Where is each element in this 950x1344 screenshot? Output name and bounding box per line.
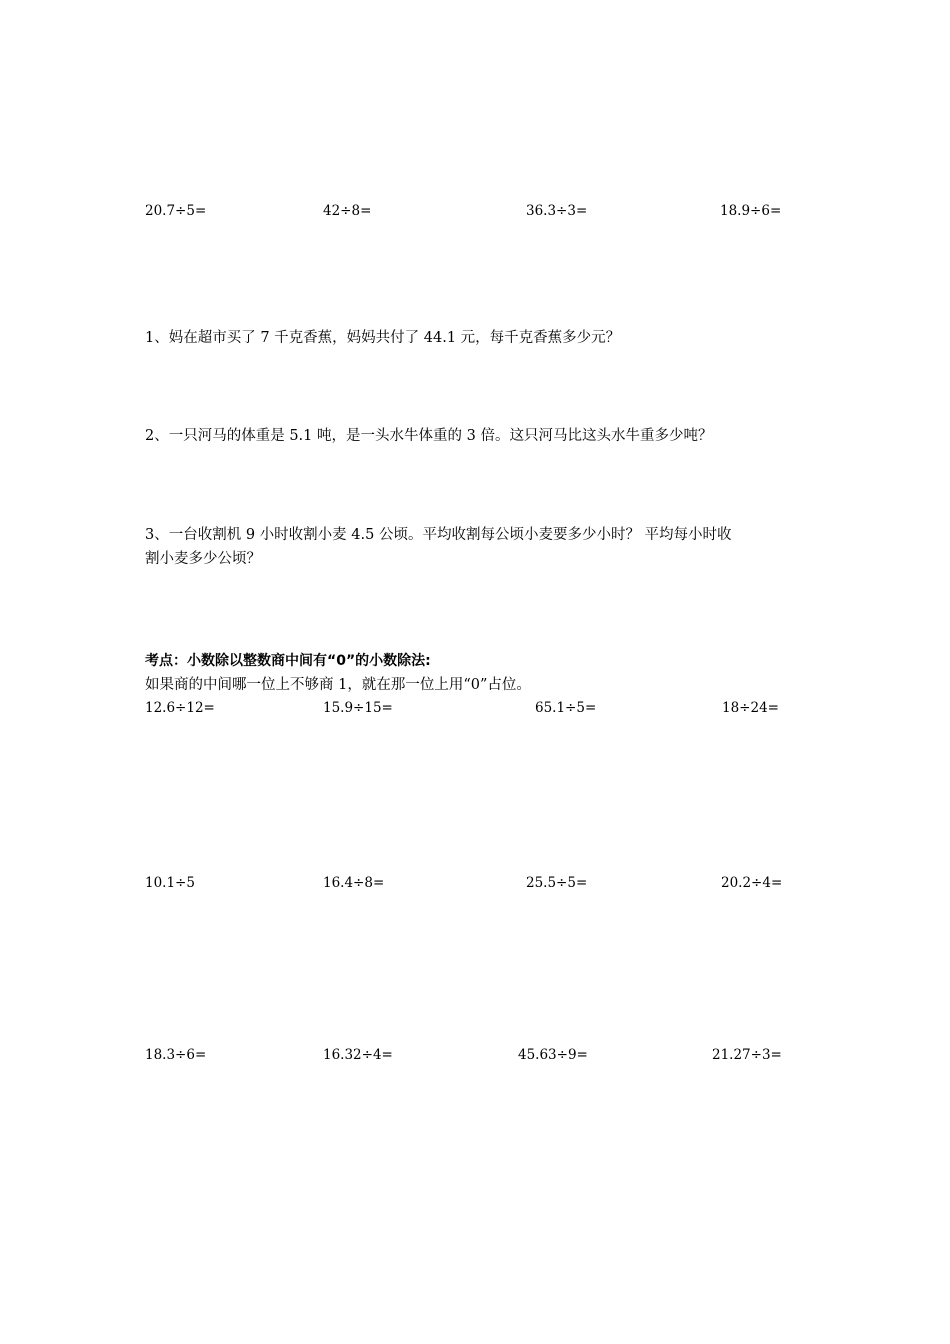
- exercise-item: 10.1÷5: [145, 875, 195, 891]
- exercise-item: 15.9÷15=: [323, 700, 393, 716]
- exercise-item: 18.3÷6=: [145, 1047, 207, 1063]
- exercise-item: 16.32÷4=: [323, 1047, 393, 1063]
- word-problem-1: 1、妈在超市买了 7 千克香蕉，妈妈共付了 44.1 元，每千克香蕉多少元？: [145, 330, 621, 346]
- section-title: 考点：小数除以整数商中间有“0”的小数除法:: [145, 653, 431, 669]
- exercise-item: 20.2÷4=: [721, 875, 783, 891]
- exercise-item: 36.3÷3=: [526, 203, 588, 219]
- exercise-item: 12.6÷12=: [145, 700, 215, 716]
- word-problem-3-line-1: 3、一台收割机 9 小时收割小麦 4.5 公顷。平均收割每公顷小麦要多少小时？ 平均每小时收: [145, 527, 732, 543]
- exercise-item: 20.7÷5=: [145, 203, 207, 219]
- exercise-item: 25.5÷5=: [526, 875, 588, 891]
- exercise-item: 18.9÷6=: [720, 203, 782, 219]
- word-problem-3-line-2: 割小麦多少公顷？: [145, 551, 261, 567]
- exercise-row-3: [0, 873, 950, 893]
- exercise-item: 21.27÷3=: [712, 1047, 782, 1063]
- exercise-row-1: [0, 201, 950, 221]
- section-rule: 如果商的中间哪一位上不够商 1，就在那一位上用“0”占位。: [145, 677, 531, 693]
- exercise-item: 16.4÷8=: [323, 875, 385, 891]
- exercise-row-2: [0, 698, 950, 718]
- exercise-item: 42÷8=: [323, 203, 372, 219]
- word-problem-3: [145, 523, 815, 571]
- word-problem-2: 2、一只河马的体重是 5.1 吨，是一头水牛体重的 3 倍。这只河马比这头水牛重多少吨？: [145, 428, 713, 444]
- exercise-item: 18÷24=: [722, 700, 779, 716]
- exercise-item: 65.1÷5=: [535, 700, 597, 716]
- exercise-item: 45.63÷9=: [518, 1047, 588, 1063]
- exercise-row-4: [0, 1045, 950, 1065]
